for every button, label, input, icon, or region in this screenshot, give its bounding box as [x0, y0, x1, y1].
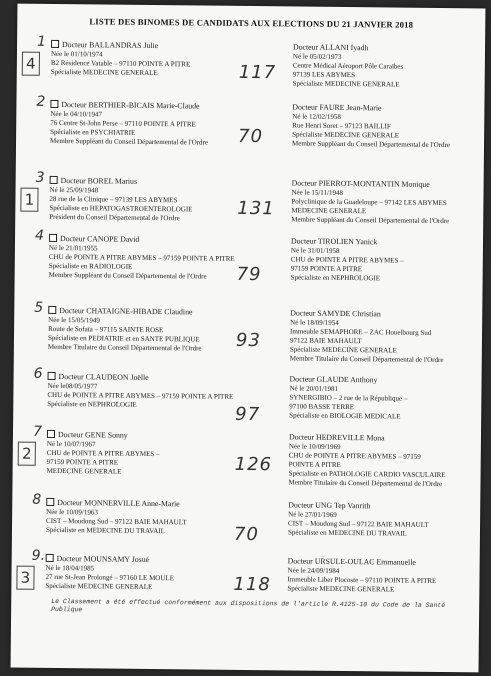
candidate-name-text: Docteur CLAUDEON Joëlle: [58, 372, 149, 382]
candidate-detail-line: CIST – Moudong Sud – 97122 BAIE MAHAULT: [288, 519, 429, 529]
candidate-detail-line: Polyclinique de la Guadeloupe – 97142 LES ABYMES: [291, 197, 447, 208]
candidate-detail-line: Spécialiste MEDECINE GENERALE: [45, 581, 153, 592]
candidate-detail-line: Né le 25/09/1948: [49, 185, 99, 195]
candidate-detail-line: Membre Suppléant du Conseil Départemental de l'Ordre: [291, 215, 450, 226]
candidate-detail-line: Spécialiste en PEDIATRIE et en SANTE PUBLIQUE: [47, 333, 200, 344]
checkbox-icon: [48, 372, 56, 380]
handwritten-index: 3: [35, 169, 45, 186]
candidate-detail-line: CHU de POINTE A PITRE ABYMES – 97159 POINTE A PITRE: [47, 390, 234, 401]
candidate-detail-line: Née le 10/09/1963: [46, 507, 98, 517]
candidate-name-text: Docteur MONNERVILLE Anne-Marie: [57, 498, 180, 509]
candidate-detail-line: Spécialiste en NEPHROLOGIE: [47, 399, 137, 409]
candidate-binome: [288, 432, 479, 489]
candidate-detail-line: Né le 21/01/1955: [48, 243, 98, 253]
handwritten-score: 79: [236, 263, 262, 286]
candidate-detail-line: Membre Titulaire du Conseil Départemental de l'Ordre: [288, 478, 443, 489]
checkbox-icon: [47, 430, 55, 438]
handwritten-rank-box: 4: [22, 52, 40, 76]
candidate-detail-line: SYNERGIBIO – 2 rue de la République –: [289, 393, 408, 403]
checkbox-icon: [51, 40, 59, 48]
candidate-detail-line: Centre Médical Aéroport Pôle Caraïbes: [292, 61, 404, 71]
candidate-detail-line: Née le08/05/1977: [47, 381, 98, 391]
candidate-detail-line: Membre Suppléant du Conseil Départemental de l'Ordre: [48, 270, 207, 281]
candidate-detail-line: CHU de POINTE A PITRE ABYMES – 97159: [288, 451, 421, 461]
candidate-pair: [13, 365, 482, 437]
candidate-detail-line: Née le 15/05/1949: [48, 315, 100, 325]
candidate-pair: [15, 169, 484, 241]
candidate-name-text: Docteur SAMYDE Christian: [290, 308, 381, 319]
handwritten-score: 70: [233, 523, 259, 546]
candidate-detail-line: Né le 12/02/1958: [292, 112, 341, 121]
candidate-detail-line: Rue Henri Soret – 97123 BAILLIF: [292, 121, 391, 131]
candidate-binome: [287, 556, 477, 595]
candidate-detail-line: Spécialiste MEDECINE GENERALE: [50, 67, 158, 78]
candidate-pair: [14, 299, 483, 371]
handwritten-index: 4: [34, 227, 45, 244]
candidate-detail-line: Née le 24/09/1984: [287, 566, 340, 575]
candidate-pair: [12, 423, 481, 495]
candidate-name-text: Docteur CHATAIGNE-HIBADE Claudine: [59, 306, 193, 317]
candidate-detail-line: Née le 04/10/1947: [50, 109, 103, 119]
candidate-titulaire: [51, 40, 261, 79]
candidate-binome: [293, 42, 483, 90]
candidate-detail-line: Route de Sofaïa – 97115 SAINTE ROSE: [48, 324, 164, 335]
candidate-name-text: Docteur URSULE-OULAC Emmanuelle: [287, 556, 416, 567]
handwritten-rank-box: 3: [16, 566, 34, 590]
candidate-detail-line: Né le 27/01/1969: [288, 510, 337, 519]
handwritten-index: 9.: [31, 547, 46, 564]
candidate-detail-line: B2 Résidence Vatable – 97110 POINTE A PITRE: [50, 58, 191, 69]
footer-note: Le Classement a été effectué conformément aux dispositions de l'article R.4125-10 du Code de la Santé Publique: [51, 597, 446, 614]
candidate-detail-line: 97139 LES ABYMES: [292, 70, 356, 80]
candidate-name-text: Docteur BALLANDRAS Julie: [62, 40, 159, 51]
candidate-detail-line: Immeuble SEMAPHORE – ZAC Houelbourg Sud: [290, 327, 432, 337]
checkbox-icon: [50, 176, 58, 184]
candidate-detail-line: 97122 BAIE MAHAULT: [289, 336, 362, 346]
candidate-detail-line: POINTE A PITRE: [288, 460, 341, 469]
handwritten-index: 8: [32, 491, 42, 508]
candidate-binome: [291, 236, 481, 284]
candidate-name-text: Docteur BERTHIER-BICAIS Marie-Claude: [61, 100, 200, 111]
candidate-detail-line: MEDECINE GENERALE: [291, 206, 367, 216]
checkbox-icon: [49, 234, 57, 242]
candidate-name-text: Docteur BOREL Marius: [60, 176, 138, 186]
candidate-detail-line: 97100 BASSE TERRE: [289, 402, 355, 412]
handwritten-rank-box: 1: [20, 188, 38, 212]
candidate-detail-line: Spécialiste en PATHOLOGIE CARDIO VASCULAIRE: [288, 469, 446, 480]
candidate-detail-line: MEDECINE GENERALE: [46, 466, 122, 476]
candidate-binome: [292, 102, 482, 150]
candidate-titulaire: [48, 306, 258, 354]
candidate-name-text: Docteur PIERROT-MONTANTIN Monique: [291, 178, 430, 189]
candidate-binome: [291, 178, 481, 226]
candidate-detail-line: Né le 18/04/1985: [45, 563, 95, 573]
handwritten-score: 118: [233, 573, 271, 596]
candidate-detail-line: Spécialiste en MEDECINE DU TRAVAIL: [45, 525, 166, 536]
document-page: [11, 4, 486, 673]
candidate-binome: [288, 500, 478, 539]
candidate-name-text: Docteur GLAUDE Anthony: [289, 374, 378, 385]
candidate-detail-line: Spécialiste en NEPHROLOGIE: [290, 273, 381, 283]
candidate-detail-line: Spécialiste en BIOLOGIE MEDICALE: [289, 411, 401, 421]
candidate-name-text: Docteur ALLANI Iyadh: [293, 42, 369, 53]
candidate-detail-line: Né le 18/09/1954: [290, 318, 339, 327]
handwritten-score: 93: [235, 329, 261, 352]
candidate-detail-line: Née le 10/09/1969: [288, 442, 341, 451]
candidate-detail-line: 97159 POINTE A PITRE: [46, 457, 119, 467]
candidate-name-text: Docteur HEDREVILLE Mona: [288, 432, 385, 443]
candidate-name-text: Docteur CANOPE David: [59, 234, 140, 244]
handwritten-index: 6: [33, 365, 43, 382]
candidate-detail-line: CHU de POINTE A PITRE ABYMES –: [290, 255, 404, 265]
candidate-name-text: Docteur FAURE Jean-Marie: [292, 102, 382, 113]
candidate-titulaire: [49, 234, 259, 282]
candidate-binome: [289, 374, 479, 422]
candidate-detail-line: Immeuble Liber Plocoste – 97110 POINTE A PITRE: [287, 575, 437, 585]
candidate-binome: [290, 308, 481, 365]
checkbox-icon: [46, 554, 54, 562]
checkbox-icon: [50, 100, 58, 108]
candidate-detail-line: CHU de POINTE A PITRE ABYMES – 97159 POINTE A PITRE: [48, 252, 235, 263]
candidate-detail-line: Spécialiste en PSYCHIATRIE: [50, 127, 136, 137]
candidate-detail-line: CHU de POINTE A PITRE ABYMES –: [46, 448, 160, 459]
candidate-pair: [16, 33, 485, 105]
candidate-detail-line: Membre Suppléant du Conseil Départemental de l'Ordre: [50, 136, 209, 147]
handwritten-score: 117: [238, 61, 277, 84]
candidate-pair: [14, 227, 483, 299]
candidate-detail-line: 97159 POINTE A PITRE: [290, 264, 363, 274]
candidate-detail-line: Spécialiste en RADIOLOGIE: [48, 261, 133, 271]
handwritten-index: 2: [36, 93, 46, 110]
candidate-titulaire: [46, 498, 256, 537]
document-title: LISTE DES BINOMES DE CANDIDATS AUX ELECTIONS DU 21 JANVIER 2018: [89, 16, 414, 30]
candidate-titulaire: [45, 554, 255, 593]
handwritten-index: 1: [37, 33, 47, 50]
candidate-detail-line: Né le 05/02/1973: [292, 52, 342, 61]
candidate-name-text: Docteur GENE Sonny: [57, 430, 128, 440]
handwritten-score: 126: [234, 453, 273, 476]
candidate-detail-line: 28 rue de la Clinique – 97139 LES ABYMES: [49, 194, 178, 205]
handwritten-score: 70: [238, 125, 264, 148]
handwritten-index: 5: [34, 299, 44, 316]
candidate-detail-line: Spécialiste MEDECINE GENERALE: [292, 130, 400, 140]
handwritten-score: 131: [237, 197, 275, 220]
candidate-detail-line: Membre Titulaire du Conseil Départemental de l'Ordre: [47, 342, 202, 353]
candidate-detail-line: Membre Titulaire du Conseil Départemental de l'Ordre: [289, 354, 444, 365]
candidate-detail-line: Né le 20/01/1981: [289, 384, 339, 393]
candidate-name-text: Docteur UNG Tep Vanrith: [288, 500, 371, 511]
candidate-detail-line: Président du Conseil Départemental de l'Ordre: [49, 212, 180, 223]
handwritten-index: 7: [32, 423, 43, 440]
handwritten-rank-box: 2: [18, 442, 36, 466]
handwritten-score: 97: [235, 403, 261, 426]
candidate-detail-line: Née le 01/10/1974: [50, 49, 103, 59]
candidate-detail-line: Spécialiste en HEPATOGASTROENTEROLOGIE: [49, 203, 193, 214]
candidate-pair: [16, 93, 485, 165]
candidate-detail-line: 76 Centre St-John Perse – 97110 POINTE A PITRE: [50, 118, 196, 129]
candidate-name-text: Docteur TIROLIEN Yanick: [290, 236, 378, 247]
checkbox-icon: [48, 306, 56, 314]
candidate-pair: [12, 491, 481, 563]
candidate-detail-line: Membre Suppléant du Conseil Départemental de l'Ordre: [291, 139, 451, 150]
checkbox-icon: [46, 498, 54, 506]
candidate-detail-line: Spécialiste en MEDECINE DU TRAVAIL: [287, 528, 408, 538]
candidate-titulaire: [50, 100, 260, 148]
candidate-titulaire: [47, 430, 257, 478]
candidate-titulaire: [47, 372, 257, 411]
candidate-detail-line: Né le 10/07/1967: [46, 439, 96, 449]
candidate-titulaire: [49, 176, 259, 224]
candidate-detail-line: Né le 31/01/1958: [290, 246, 340, 255]
candidate-name-text: Docteur MOUNSAMY Josué: [56, 554, 150, 564]
candidate-detail-line: CIST – Moudong Sud – 97122 BAIE MAHAULT: [46, 516, 187, 527]
candidate-detail-line: Spécialiste MEDECINE GENERALE: [287, 584, 395, 594]
candidate-detail-line: Née le 15/11/1948: [291, 188, 344, 197]
candidate-detail-line: Spécialiste MEDECINE GENERALE: [292, 79, 400, 89]
candidate-detail-line: 27 rue St-Jean Prolongé – 97160 LE MOULE: [45, 572, 175, 583]
candidate-detail-line: Spécialiste MEDECINE GENERALE: [289, 345, 397, 355]
